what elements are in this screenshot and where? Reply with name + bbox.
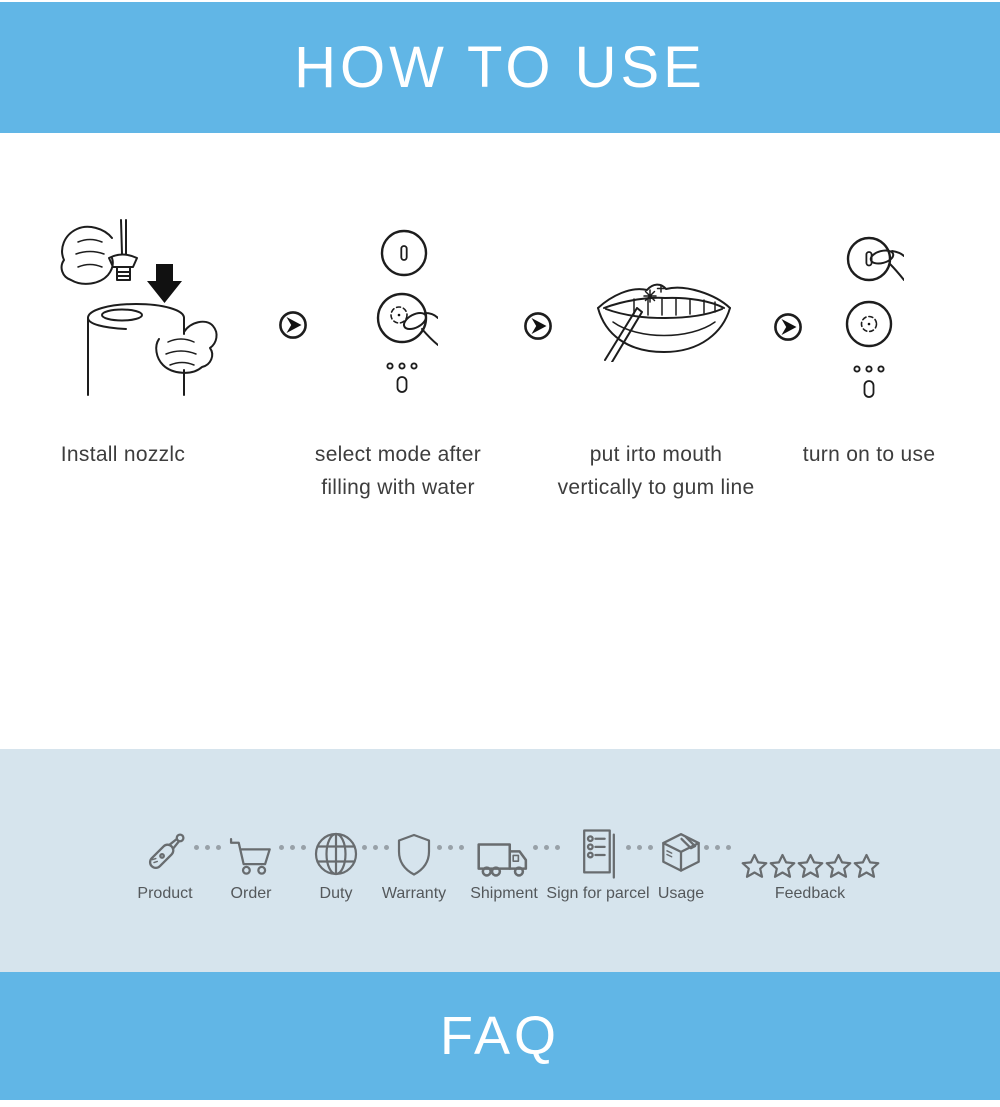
star-icon	[741, 853, 768, 879]
package-icon	[655, 831, 707, 879]
circle-dart-arrow-icon	[278, 310, 308, 340]
dots-separator	[704, 845, 731, 850]
caption-line: select mode after	[314, 443, 482, 466]
circle-dart-arrow-icon	[773, 312, 803, 342]
rating-stars	[733, 821, 887, 879]
faq-title: FAQ	[439, 1006, 561, 1066]
service-item-shipment	[455, 821, 553, 903]
service-label: Duty	[319, 885, 353, 902]
step-caption-install-nozzle	[23, 438, 223, 471]
step-caption-select-mode	[288, 438, 508, 504]
cart-icon	[228, 835, 275, 879]
turn-on-illustration	[838, 228, 904, 404]
mouth-gumline-illustration	[593, 272, 735, 362]
step-caption-turn-on	[759, 438, 979, 471]
shield-icon	[389, 831, 439, 879]
service-label: Sign for parcel	[546, 885, 650, 902]
star-icon	[797, 853, 824, 879]
caption-line: vertically to gum line	[557, 476, 755, 499]
caption-line: Install nozzlc	[60, 443, 186, 466]
service-item-product	[120, 821, 210, 903]
how-to-use-banner	[0, 2, 1000, 133]
flosser-icon	[139, 827, 191, 879]
faq-banner	[0, 972, 1000, 1100]
service-label: Warranty	[381, 885, 447, 902]
services-strip	[0, 749, 1000, 972]
service-item-usage	[636, 821, 726, 903]
star-icon	[769, 853, 796, 879]
how-to-use-title: HOW TO USE	[294, 34, 706, 100]
caption-line: filling with water	[321, 476, 475, 499]
service-label: Usage	[657, 885, 705, 902]
star-icon	[825, 853, 852, 879]
service-item-feedback	[733, 821, 887, 903]
service-item-warranty	[369, 821, 459, 903]
star-icon	[853, 853, 880, 879]
service-label: Order	[230, 885, 272, 902]
caption-line: put irto mouth	[589, 443, 723, 466]
checklist-icon	[575, 827, 622, 879]
circle-dart-arrow-icon	[523, 311, 553, 341]
service-label: Feedback	[774, 885, 846, 902]
service-item-order	[206, 821, 296, 903]
truck-icon	[475, 833, 533, 879]
globe-icon	[311, 829, 361, 879]
caption-line: turn on to use	[802, 443, 936, 466]
service-label: Shipment	[470, 885, 538, 902]
service-label: Product	[137, 885, 193, 902]
step-caption-put-into-mouth	[536, 438, 776, 504]
select-mode-illustration	[372, 226, 438, 396]
service-item-duty	[291, 821, 381, 903]
install-nozzle-illustration	[50, 218, 220, 398]
